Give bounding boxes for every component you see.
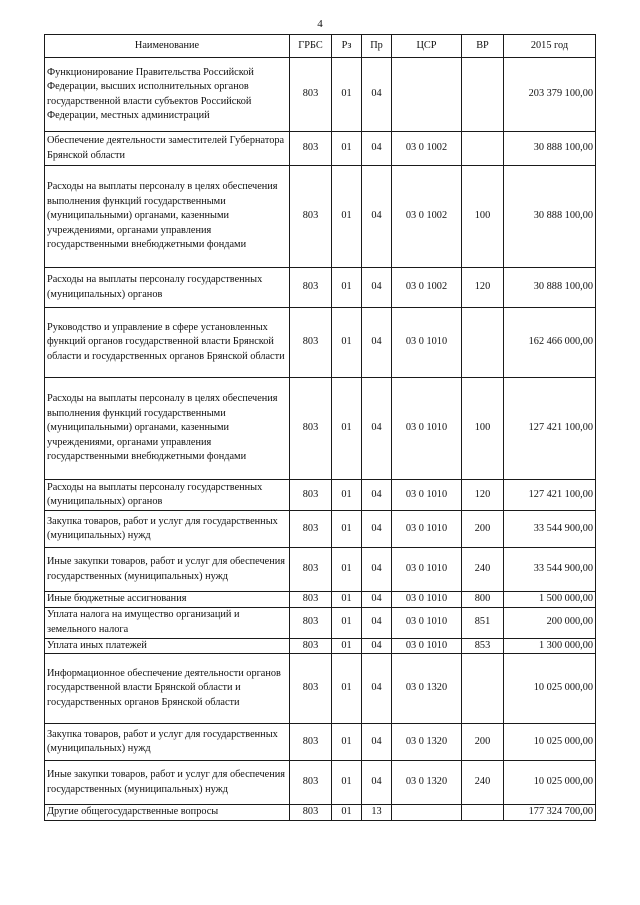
cell-pr: 04 [362,480,392,511]
cell-name: Другие общегосударственные вопросы [45,805,290,821]
cell-vr [462,132,504,166]
header-csr: ЦСР [392,35,462,58]
table-row [45,132,596,166]
cell-amount: 30 888 100,00 [504,166,596,268]
cell-pr: 04 [362,511,392,548]
cell-vr: 851 [462,607,504,638]
cell-pr: 04 [362,724,392,761]
cell-rz: 01 [332,638,362,654]
cell-name: Функционирование Правительства Российской Федерации, высших исполнительных органов государственной власти субъектов Российской Федерации, местных администраций [45,58,290,132]
table-row [45,268,596,308]
cell-pr: 04 [362,268,392,308]
cell-csr [392,58,462,132]
cell-csr: 03 0 1320 [392,724,462,761]
cell-vr: 100 [462,378,504,480]
page-number: 4 [317,18,323,30]
cell-amount: 10 025 000,00 [504,654,596,724]
cell-amount: 30 888 100,00 [504,268,596,308]
cell-csr: 03 0 1010 [392,638,462,654]
cell-amount: 200 000,00 [504,607,596,638]
cell-rz: 01 [332,654,362,724]
cell-name: Уплата иных платежей [45,638,290,654]
cell-rz: 01 [332,308,362,378]
cell-name: Расходы на выплаты персоналу в целях обеспечения выполнения функций государственными (муниципальными) органами, казенными учреждениями, органами управления государственными внебюджетными фондами [45,378,290,480]
cell-csr: 03 0 1002 [392,132,462,166]
cell-grbs: 803 [290,607,332,638]
cell-rz: 01 [332,268,362,308]
cell-rz: 01 [332,511,362,548]
cell-vr: 120 [462,268,504,308]
table-row [45,805,596,821]
header-grbs: ГРБС [290,35,332,58]
table-row [45,548,596,592]
table-row [45,638,596,654]
cell-grbs: 803 [290,724,332,761]
cell-rz: 01 [332,378,362,480]
cell-grbs: 803 [290,638,332,654]
cell-pr: 04 [362,548,392,592]
cell-amount: 10 025 000,00 [504,724,596,761]
cell-amount: 33 544 900,00 [504,548,596,592]
cell-name: Закупка товаров, работ и услуг для государственных (муниципальных) нужд [45,724,290,761]
cell-name: Информационное обеспечение деятельности органов государственной власти Брянской области и государственных органов Брянской области [45,654,290,724]
table-row [45,480,596,511]
cell-csr: 03 0 1010 [392,548,462,592]
cell-vr [462,805,504,821]
cell-csr: 03 0 1010 [392,378,462,480]
cell-pr: 13 [362,805,392,821]
cell-vr [462,654,504,724]
header-name: Наименование [45,35,290,58]
cell-csr: 03 0 1010 [392,511,462,548]
table-row [45,607,596,638]
cell-name: Уплата налога на имущество организаций и земельного налога [45,607,290,638]
cell-amount: 177 324 700,00 [504,805,596,821]
table-row [45,761,596,805]
cell-rz: 01 [332,592,362,608]
cell-rz: 01 [332,607,362,638]
cell-rz: 01 [332,480,362,511]
cell-vr: 800 [462,592,504,608]
cell-amount: 1 300 000,00 [504,638,596,654]
table-row [45,58,596,132]
cell-pr: 04 [362,607,392,638]
cell-name: Расходы на выплаты персоналу в целях обеспечения выполнения функций государственными (муниципальными) органами, казенными учреждениями, органами управления государственными внебюджетными фондами [45,166,290,268]
table-row [45,166,596,268]
cell-rz: 01 [332,132,362,166]
cell-rz: 01 [332,761,362,805]
cell-rz: 01 [332,166,362,268]
cell-grbs: 803 [290,268,332,308]
cell-csr: 03 0 1320 [392,654,462,724]
cell-amount: 162 466 000,00 [504,308,596,378]
cell-pr: 04 [362,58,392,132]
table-header-row [45,35,596,58]
cell-grbs: 803 [290,761,332,805]
cell-vr: 200 [462,511,504,548]
cell-pr: 04 [362,592,392,608]
cell-rz: 01 [332,805,362,821]
table-row [45,308,596,378]
cell-rz: 01 [332,724,362,761]
cell-pr: 04 [362,308,392,378]
header-year: 2015 год [504,35,596,58]
cell-vr [462,58,504,132]
cell-pr: 04 [362,378,392,480]
cell-csr: 03 0 1010 [392,480,462,511]
cell-amount: 127 421 100,00 [504,480,596,511]
cell-grbs: 803 [290,308,332,378]
header-pr: Пр [362,35,392,58]
table-row [45,654,596,724]
cell-grbs: 803 [290,511,332,548]
budget-table [44,34,596,821]
cell-name: Расходы на выплаты персоналу государственных (муниципальных) органов [45,480,290,511]
cell-amount: 1 500 000,00 [504,592,596,608]
cell-amount: 203 379 100,00 [504,58,596,132]
cell-name: Иные закупки товаров, работ и услуг для обеспечения государственных (муниципальных) нужд [45,761,290,805]
header-rz: Рз [332,35,362,58]
cell-name: Иные бюджетные ассигнования [45,592,290,608]
cell-amount: 33 544 900,00 [504,511,596,548]
cell-grbs: 803 [290,58,332,132]
cell-name: Руководство и управление в сфере установленных функций органов государственной власти Брянской области и государственных органов Брянской области [45,308,290,378]
cell-name: Закупка товаров, работ и услуг для государственных (муниципальных) нужд [45,511,290,548]
cell-vr [462,308,504,378]
cell-rz: 01 [332,548,362,592]
cell-csr: 03 0 1010 [392,592,462,608]
cell-vr: 240 [462,761,504,805]
cell-vr: 240 [462,548,504,592]
cell-grbs: 803 [290,654,332,724]
cell-grbs: 803 [290,166,332,268]
cell-pr: 04 [362,132,392,166]
cell-grbs: 803 [290,548,332,592]
cell-name: Расходы на выплаты персоналу государственных (муниципальных) органов [45,268,290,308]
cell-csr: 03 0 1010 [392,308,462,378]
cell-vr: 100 [462,166,504,268]
cell-grbs: 803 [290,378,332,480]
header-vr: ВР [462,35,504,58]
cell-csr: 03 0 1320 [392,761,462,805]
cell-grbs: 803 [290,805,332,821]
cell-csr: 03 0 1010 [392,607,462,638]
cell-amount: 127 421 100,00 [504,378,596,480]
cell-csr: 03 0 1002 [392,166,462,268]
cell-vr: 120 [462,480,504,511]
cell-name: Обеспечение деятельности заместителей Губернатора Брянской области [45,132,290,166]
cell-name: Иные закупки товаров, работ и услуг для обеспечения государственных (муниципальных) нужд [45,548,290,592]
cell-rz: 01 [332,58,362,132]
cell-csr [392,805,462,821]
cell-grbs: 803 [290,132,332,166]
cell-pr: 04 [362,761,392,805]
cell-grbs: 803 [290,592,332,608]
table-row [45,378,596,480]
cell-pr: 04 [362,166,392,268]
table-row [45,724,596,761]
cell-vr: 853 [462,638,504,654]
cell-vr: 200 [462,724,504,761]
table-row [45,592,596,608]
cell-amount: 30 888 100,00 [504,132,596,166]
cell-grbs: 803 [290,480,332,511]
cell-amount: 10 025 000,00 [504,761,596,805]
table-row [45,511,596,548]
cell-csr: 03 0 1002 [392,268,462,308]
cell-pr: 04 [362,638,392,654]
cell-pr: 04 [362,654,392,724]
